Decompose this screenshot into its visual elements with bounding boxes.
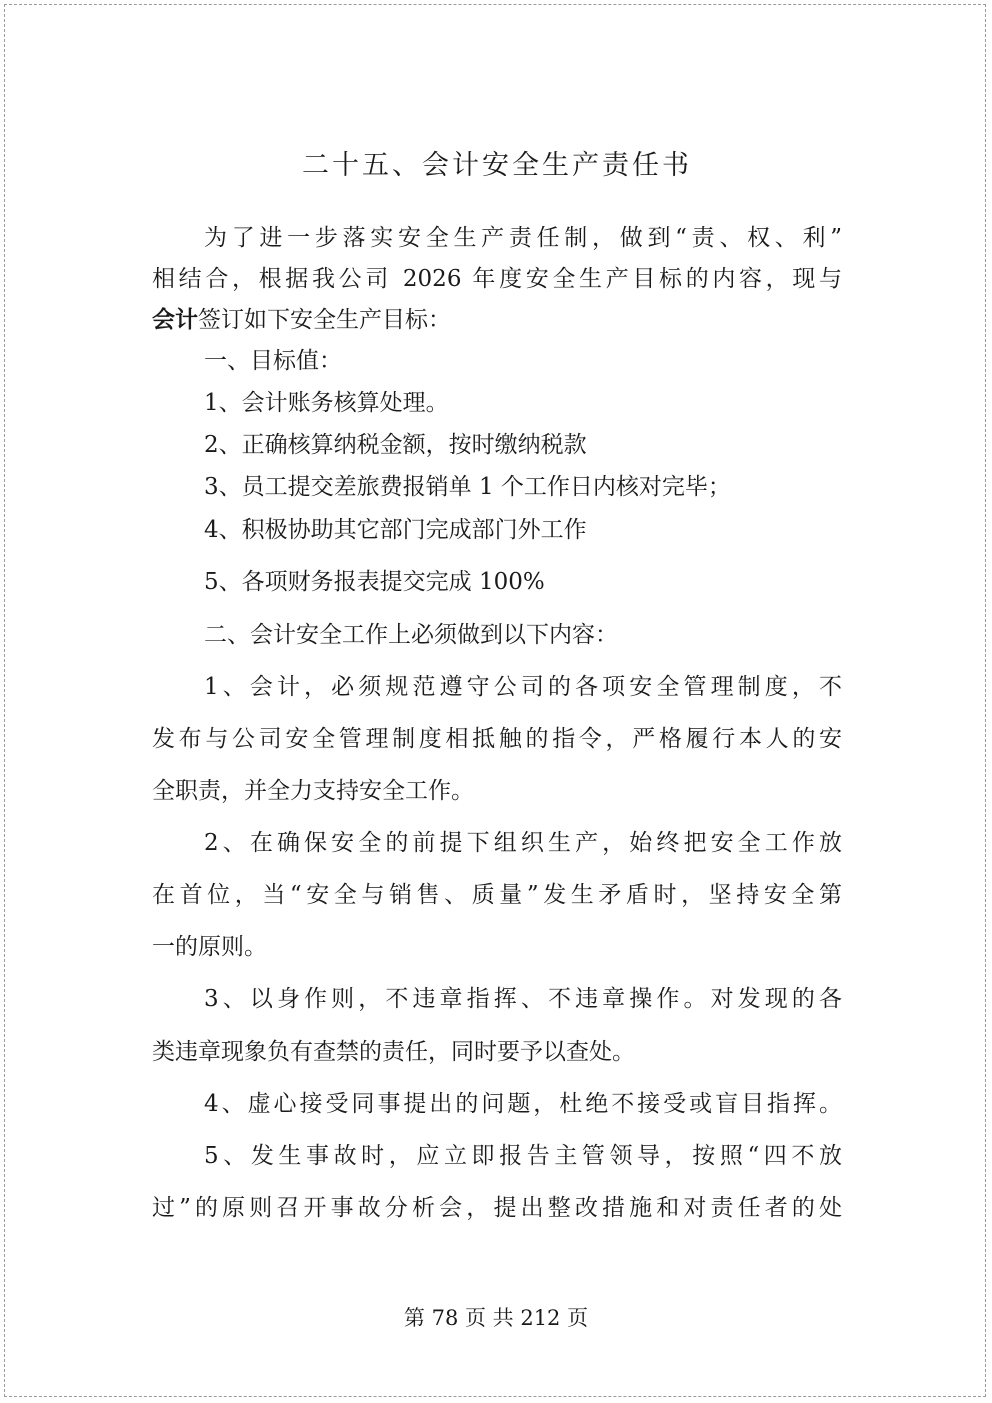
intro-line-2: 相结合，根据我公司 2026 年度安全生产目标的内容，现与 <box>152 266 842 292</box>
target-item-3: 3、员工提交差旅费报销单 1 个工作日内核对完毕； <box>204 474 731 500</box>
target-item-2: 2、正确核算纳税金额，按时缴纳税款 <box>204 432 587 458</box>
section1-heading: 一、目标值： <box>204 348 342 374</box>
rule-2-line-3: 一的原则。 <box>152 934 267 960</box>
page-number-footer: 第 78 页 共 212 页 <box>403 1306 589 1330</box>
rule-2-line-1: 2、在确保安全的前提下组织生产，始终把安全工作放 <box>204 830 842 856</box>
intro-line-1: 为了进一步落实安全生产责任制，做到“责、权、利” <box>204 225 842 251</box>
target-item-4: 4、积极协助其它部门完成部门外工作 <box>204 517 587 543</box>
document-title: 二十五、会计安全生产责任书 <box>302 150 692 181</box>
rule-1-line-1: 1、会计，必须规范遵守公司的各项安全管理制度，不 <box>204 674 842 700</box>
rule-3-line-2: 类违章现象负有查禁的责任，同时要予以查处。 <box>152 1039 635 1065</box>
rule-1-line-3: 全职责，并全力支持安全工作。 <box>152 778 474 804</box>
rule-4-line-1: 4、虚心接受同事提出的问题，杜绝不接受或盲目指挥。 <box>204 1091 842 1117</box>
rule-5-line-1: 5、发生事故时，应立即报告主管领导，按照“四不放 <box>204 1143 842 1169</box>
intro-line-3-rest: 签订如下安全生产目标： <box>198 307 451 333</box>
recipient-role: 会计 <box>152 306 198 333</box>
target-item-5: 5、各项财务报表提交完成 100% <box>204 569 545 595</box>
rule-1-line-2: 发布与公司安全管理制度相抵触的指令，严格履行本人的安 <box>152 726 842 752</box>
rule-3-line-1: 3、以身作则，不违章指挥、不违章操作。对发现的各 <box>204 986 842 1012</box>
target-item-1: 1、会计账务核算处理。 <box>204 390 449 416</box>
section2-heading: 二、会计安全工作上必须做到以下内容： <box>204 622 618 648</box>
rule-2-line-2: 在首位，当“安全与销售、质量”发生矛盾时，坚持安全第 <box>152 882 842 908</box>
intro-line-3 <box>152 300 842 340</box>
rule-5-line-2: 过”的原则召开事故分析会，提出整改措施和对责任者的处 <box>152 1195 842 1221</box>
